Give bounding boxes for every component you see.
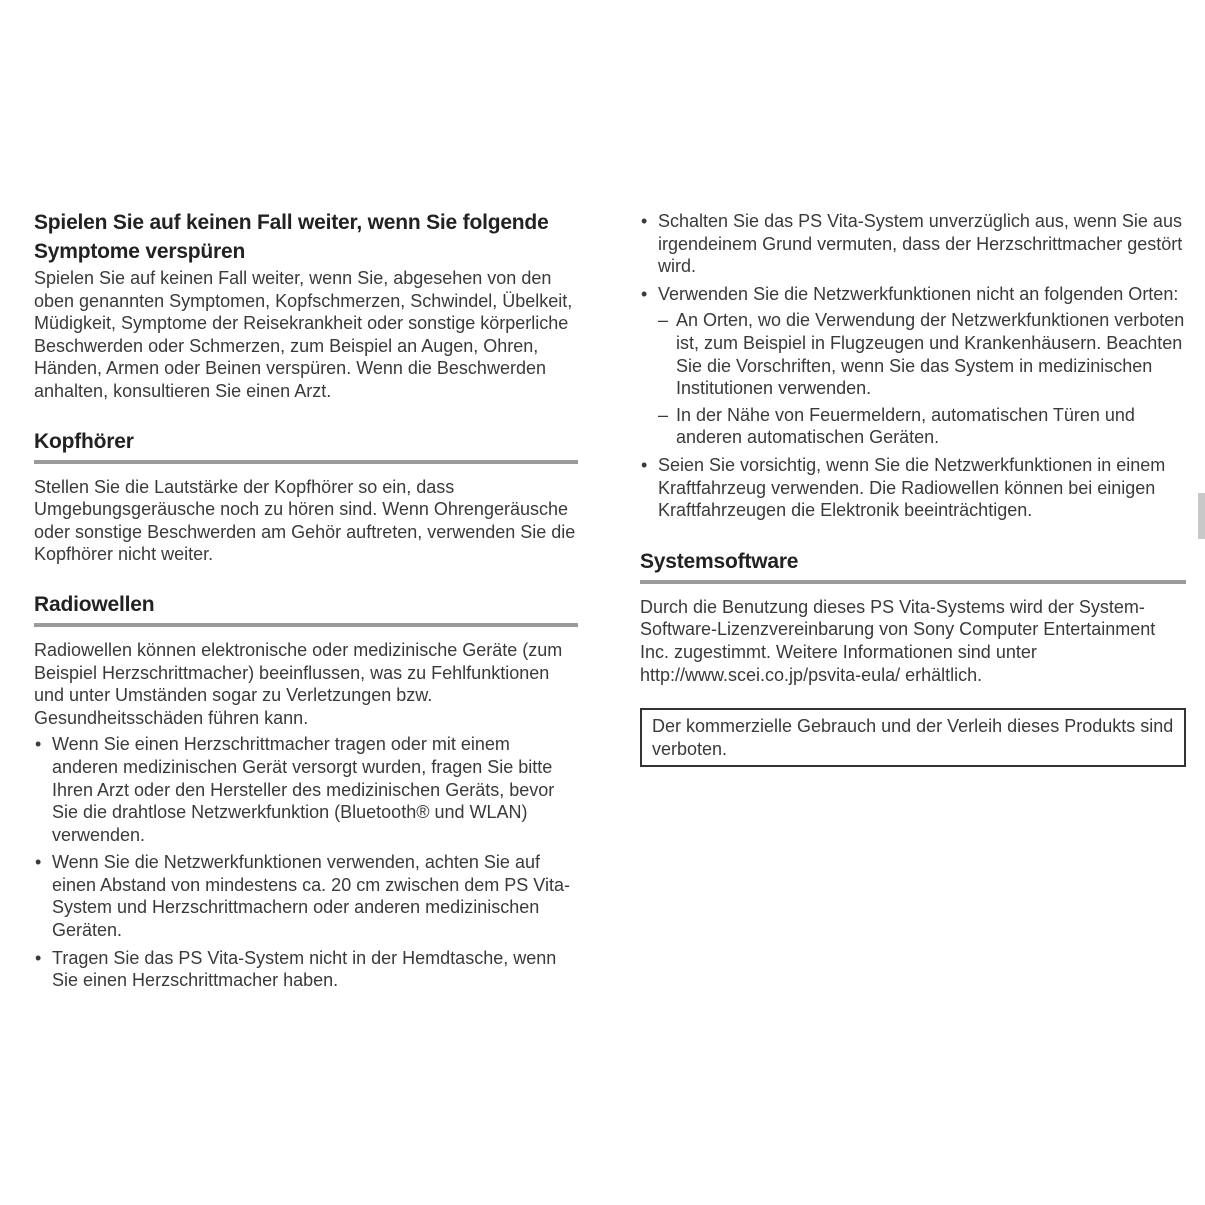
bullet-text: Wenn Sie die Netzwerkfunktionen verwenden, achten Sie auf einen Abstand von mindestens ca. 20 cm zwischen dem PS Vita-System und Herzschrittmachern oder anderen medizinischen Geräten. [52,852,570,941]
left-column [34,208,578,997]
bullet-text: Schalten Sie das PS Vita-System unverzüglich aus, wenn Sie aus irgendeinem Grund vermuten, dass der Herzschrittmacher gestört wird. [658,211,1183,277]
location-sub-list [658,309,1186,449]
radio-heading: Radiowellen [34,590,578,627]
right-column [640,210,1186,767]
bullet-icon: • [35,734,42,755]
symptoms-heading: Spielen Sie auf keinen Fall weiter, wenn Sie folgende Symptome verspüren [34,211,549,263]
radio-bullet-list [34,733,578,992]
headphones-body: Stellen Sie die Lautstärke der Kopfhörer so ein, dass Umgebungsgeräusche noch zu hören sind. Wenn Ohrengeräusche oder sonstige Beschwerden am Gehör auftreten, verwenden Sie die Kopfhörer nicht weiter. [34,476,576,565]
systemsoftware-heading: Systemsoftware [640,547,1186,584]
bullet-icon: • [641,211,648,231]
bullet-text: Seien Sie vorsichtig, wenn Sie die Netzwerkfunktionen in einem Kraftfahrzeug verwenden. Die Radiowellen können bei einigen Kraftfahrzeugen die Elektronik beeinträchtigen. [658,454,1166,521]
list-item [658,404,1186,449]
bullet-icon: • [641,283,648,304]
systemsoftware-body: Durch die Benutzung dieses PS Vita-Systems wird der System-Software-Lizenzvereinbarung von Sony Computer Entertainment Inc. zugestimmt. Weitere Informationen sind unter http://www.scei.co.jp/psvita-eula/ erhältlich. [640,596,1156,685]
bullet-icon: • [35,852,42,873]
dash-icon: – [658,310,669,331]
sub-item-text: In der Nähe von Feuermeldern, automatischen Türen und anderen automatischen Geräten. [676,404,1135,448]
network-bullet-list [640,210,1186,522]
list-item [34,947,578,992]
list-item [640,454,1186,522]
sub-item-text: An Orten, wo die Verwendung der Netzwerkfunktionen verboten ist, zum Beispiel in Flugzeugen und Krankenhäusern. Beachten Sie die Vorschriften, wenn Sie das System in medizinischen Institutionen verwenden. [676,310,1185,399]
list-item [658,309,1186,399]
notice-box: Der kommerzielle Gebrauch und der Verleih dieses Produkts sind verboten. [640,708,1186,767]
list-item [640,210,1186,278]
bullet-text: Verwenden Sie die Netzwerkfunktionen nicht an folgenden Orten: [658,283,1179,304]
dash-icon: – [658,404,669,425]
headphones-heading: Kopfhörer [34,427,578,464]
list-item [640,283,1186,449]
list-item [34,851,578,941]
bullet-icon: • [35,947,42,968]
bullet-icon: • [641,454,648,475]
symptoms-body: Spielen Sie auf keinen Fall weiter, wenn Sie, abgesehen von den oben genannten Symptomen, Kopfschmerzen, Schwindel, Übelkeit, Müdigkeit, Symptome der Reisekrankheit oder sonstige körperliche Beschwerden oder Schmerzen, zum Beispiel an Augen, Ohren, Händen, Armen oder Beinen verspüren. Wenn die Beschwerden anhalten, konsultieren Sie einen Arzt. [34,268,573,401]
bullet-text: Tragen Sie das PS Vita-System nicht in der Hemdtasche, wenn Sie einen Herzschrittmacher haben. [52,947,557,991]
bullet-text: Wenn Sie einen Herzschrittmacher tragen oder mit einem anderen medizinischen Gerät versorgt wurden, fragen Sie bitte Ihren Arzt oder den Hersteller des medizinischen Geräts, bevor Sie die drahtlose Netzwerkfunktion (Bluetooth® und WLAN) verwenden. [52,734,555,845]
radio-body: Radiowellen können elektronische oder medizinische Geräte (zum Beispiel Herzschrittmacher) beeinflussen, was zu Fehlfunktionen und unter Umständen sogar zu Verletzungen bzw. Gesundheitsschäden führen kann. [34,639,563,728]
page-edge-tab [1198,493,1205,539]
list-item [34,733,578,846]
